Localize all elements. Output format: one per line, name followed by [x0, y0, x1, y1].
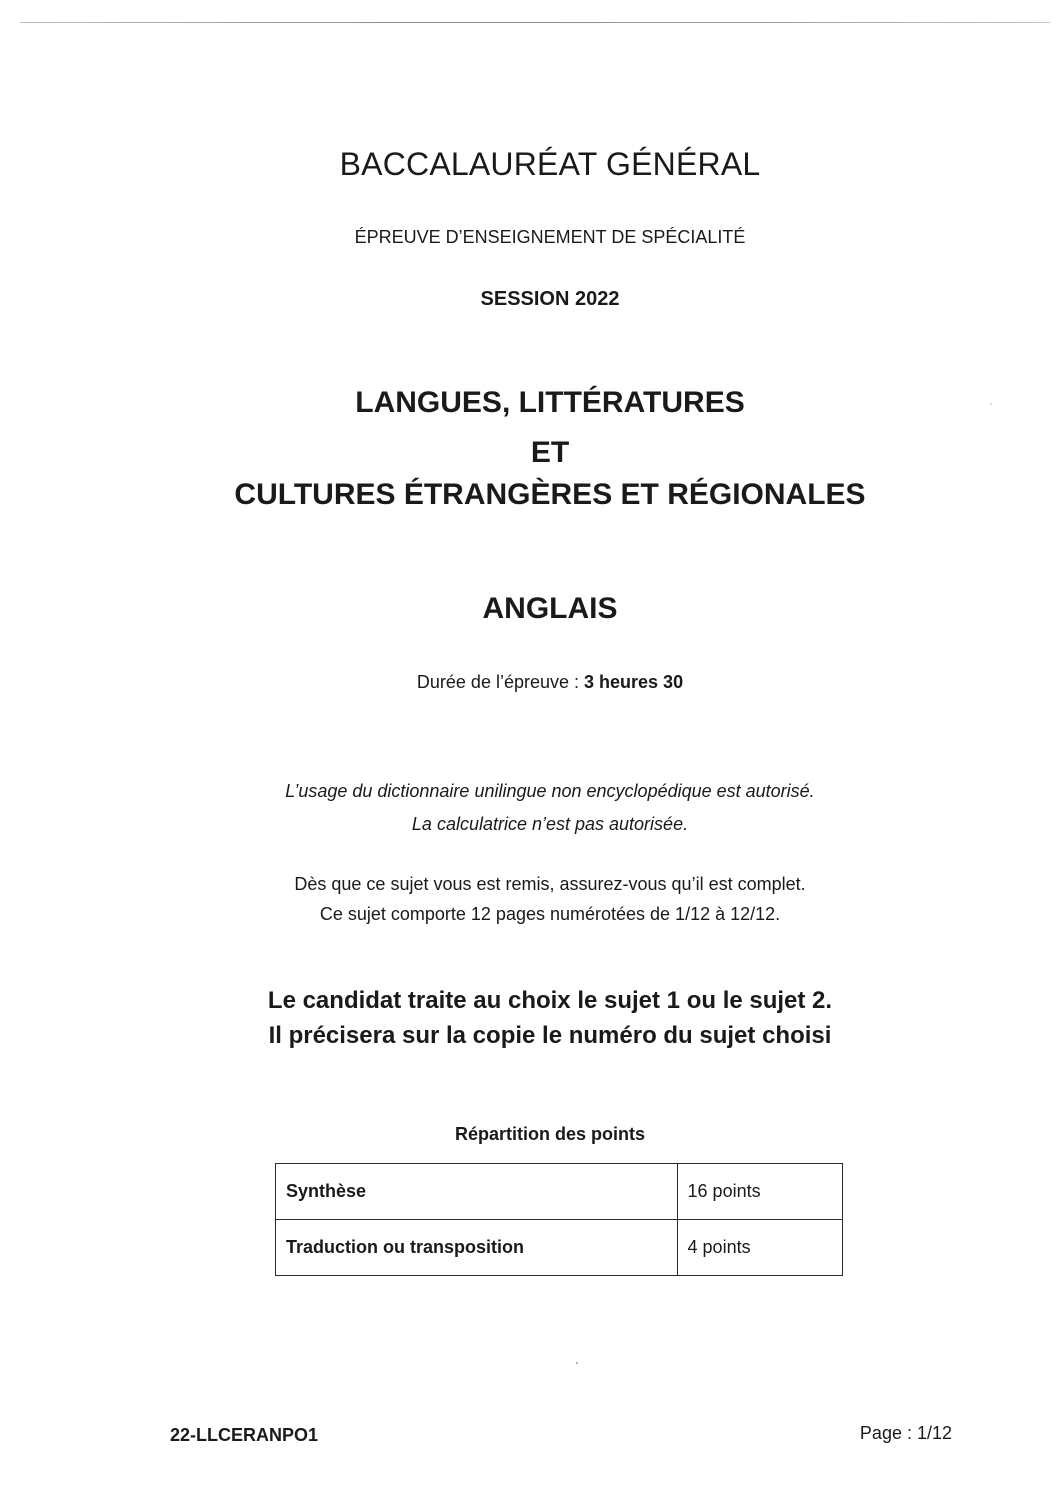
duration-label: Durée de l’épreuve : [416, 672, 585, 692]
session-label: SESSION 2022 [480, 288, 620, 310]
duration-line [20, 672, 1060, 693]
pages-note: Ce sujet comporte 12 pages numérotées de 1/12 à 12/12. [319, 904, 781, 924]
duration-value: 3 heures 30 [584, 672, 684, 692]
points-title: Répartition des points [454, 1124, 645, 1144]
calculator-rule: La calculatrice n’est pas autorisée. [411, 814, 689, 834]
points-label: Synthèse [276, 1164, 678, 1220]
subject-line-1: LANGUES, LITTÉRATURES [355, 386, 745, 419]
choice-instruction-2: Il précisera sur la copie le numéro du sujet choisi [268, 1022, 832, 1049]
scan-speck [576, 1362, 578, 1364]
exam-subtitle: ÉPREUVE D’ENSEIGNEMENT DE SPÉCIALITÉ [354, 227, 746, 247]
exam-title: BACCALAURÉAT GÉNÉRAL [339, 146, 761, 182]
scan-edge-line [20, 22, 1050, 23]
points-table [275, 1163, 843, 1276]
points-value: 4 points [677, 1220, 842, 1276]
table-row [276, 1220, 843, 1276]
table-row [276, 1164, 843, 1220]
points-value: 16 points [677, 1164, 842, 1220]
subject-line-2: ET [530, 436, 570, 469]
subject-line-3: CULTURES ÉTRANGÈRES ET RÉGIONALES [234, 478, 866, 511]
scan-speck [990, 403, 992, 405]
choice-instruction-1: Le candidat traite au choix le sujet 1 ou le sujet 2. [267, 987, 833, 1014]
points-label: Traduction ou transposition [276, 1220, 678, 1276]
completeness-note: Dès que ce sujet vous est remis, assurez-vous qu’il est complet. [294, 874, 806, 894]
dictionary-rule: L’usage du dictionnaire unilingue non encyclopédique est autorisé. [285, 781, 815, 801]
footer-code: 22-LLCERANPO1 [170, 1425, 319, 1445]
footer-page-number: Page : 1/12 [859, 1423, 952, 1443]
language-title: ANGLAIS [482, 592, 618, 625]
